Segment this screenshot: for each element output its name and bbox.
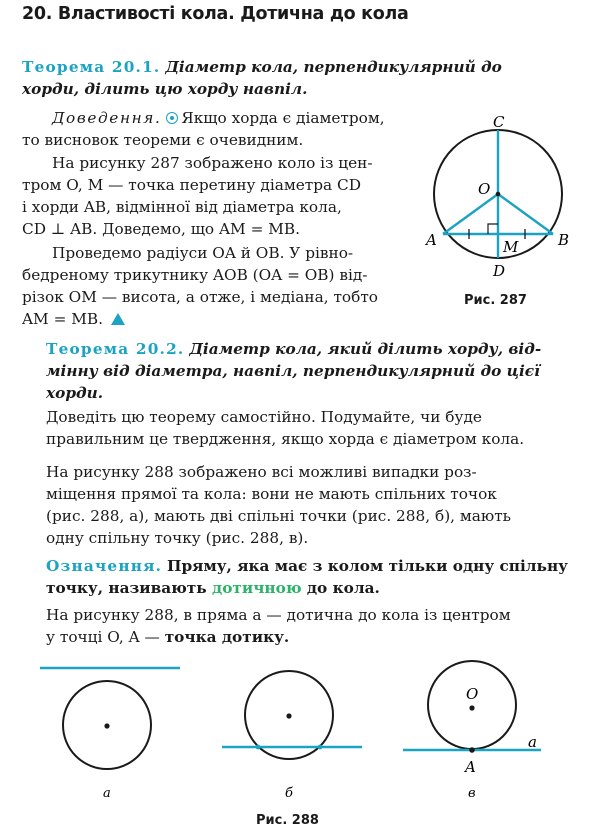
definition-label: Означення. — [46, 557, 163, 575]
figure-287-caption: Рис. 287 — [464, 293, 527, 308]
proof-p2-line1: На рисунку 287 зображено коло із цен- — [52, 154, 373, 172]
label-a: A — [426, 231, 437, 249]
label-b: B — [558, 231, 570, 249]
label-d: D — [493, 262, 506, 280]
cases-line2: міщення прямої та кола: вони не мають спільних точок — [46, 485, 497, 503]
proof-p3-line4 — [22, 308, 125, 330]
center-point — [496, 192, 501, 197]
definition-line2-end: до кола. — [306, 579, 380, 597]
theorem-1-label: Теорема 20.1. — [22, 58, 161, 76]
theorem-1-statement-line1: Діаметр кола, перпендикулярний до — [165, 58, 502, 76]
radius-oa — [443, 194, 498, 234]
figure-288 — [0, 655, 613, 815]
intersection-point-1 — [256, 745, 261, 750]
center-point-b — [286, 713, 291, 718]
theorem-1 — [22, 56, 502, 78]
proof-p3-line3: різок OM — висота, а отже, і медіана, тобто — [22, 288, 379, 306]
tangent-note-line1: На рисунку 288, в пряма a — дотична до кола із центром — [46, 606, 511, 624]
proof-line2: то висновок теореми є очевидним. — [22, 131, 304, 149]
label-line-a: a — [528, 733, 537, 751]
intersection-point-2 — [318, 745, 323, 750]
label-o: O — [478, 180, 491, 198]
proof-p3-line1: Проведемо радіуси OA й OB. У рівно- — [52, 244, 354, 262]
proof-conclusion: AM = MB. — [22, 310, 104, 328]
end-of-proof-triangle-icon — [111, 313, 125, 325]
figure-287 — [420, 104, 610, 294]
theorem-2-line3: хорди. — [46, 384, 104, 402]
subcaption-c: в — [468, 786, 476, 801]
definition-term: дотичною — [212, 579, 302, 597]
proof-line1: Якщо хорда є діаметром, — [181, 109, 385, 127]
tangent-note-line2-start: у точці O, A — — [46, 628, 160, 646]
figure-288-caption: Рис. 288 — [256, 813, 319, 828]
proof-p2-line2: тром O, M — точка перетину діаметра CD — [22, 176, 362, 194]
subcaption-a: а — [103, 786, 111, 801]
definition — [46, 555, 568, 577]
tangent-point-term: точка дотику. — [164, 628, 290, 646]
exercise-line2: правильним це твердження, якщо хорда є діаметром кола. — [46, 430, 525, 448]
tangent-point — [469, 747, 475, 753]
theorem-2 — [46, 338, 541, 360]
cases-line3: (рис. 288, а), мають дві спільні точки (рис. 288, б), мають — [46, 507, 512, 525]
definition-line2 — [46, 577, 380, 599]
proof-p2-line3: і хорди AB, відмінної від діаметра кола, — [22, 198, 342, 216]
proof-start-icon — [166, 112, 178, 124]
label-m: M — [503, 238, 519, 256]
definition-line2-start: точку, називають — [46, 579, 207, 597]
theorem-2-line2: мінну від діаметра, навпіл, перпендикулярний до цієї — [46, 362, 540, 380]
tangent-note-line2 — [46, 626, 289, 648]
cases-line1: На рисунку 288 зображено всі можливі випадки роз- — [46, 463, 477, 481]
center-point-a — [104, 723, 109, 728]
theorem-2-line1: Діаметр кола, який ділить хорду, від- — [189, 340, 542, 358]
radius-ob — [498, 194, 553, 234]
label-c: C — [493, 113, 505, 131]
proof-p3-line2: бедреному трикутнику AOB (OA = OB) від- — [22, 266, 368, 284]
right-angle-mark — [488, 224, 498, 234]
section-title: 20. Властивості кола. Дотична до кола — [22, 4, 409, 24]
cases-line4: одну спільну точку (рис. 288, в). — [46, 529, 309, 547]
subcaption-b: б — [285, 786, 293, 801]
definition-line1: Пряму, яка має з колом тільки одну спільну — [167, 557, 568, 575]
label-center-o: O — [466, 685, 479, 703]
proof-intro — [52, 107, 385, 129]
label-point-a: A — [465, 758, 476, 776]
exercise-line1: Доведіть цю теорему самостійно. Подумайте, чи буде — [46, 408, 482, 426]
proof-label: Доведення. — [52, 109, 162, 127]
circle-c — [428, 661, 516, 749]
theorem-2-label: Теорема 20.2. — [46, 340, 185, 358]
center-point-c — [469, 705, 474, 710]
theorem-1-statement-line2: хорди, ділить цю хорду навпіл. — [22, 80, 308, 98]
proof-p2-line4: CD ⊥ AB. Доведемо, що AM = MB. — [22, 220, 301, 238]
